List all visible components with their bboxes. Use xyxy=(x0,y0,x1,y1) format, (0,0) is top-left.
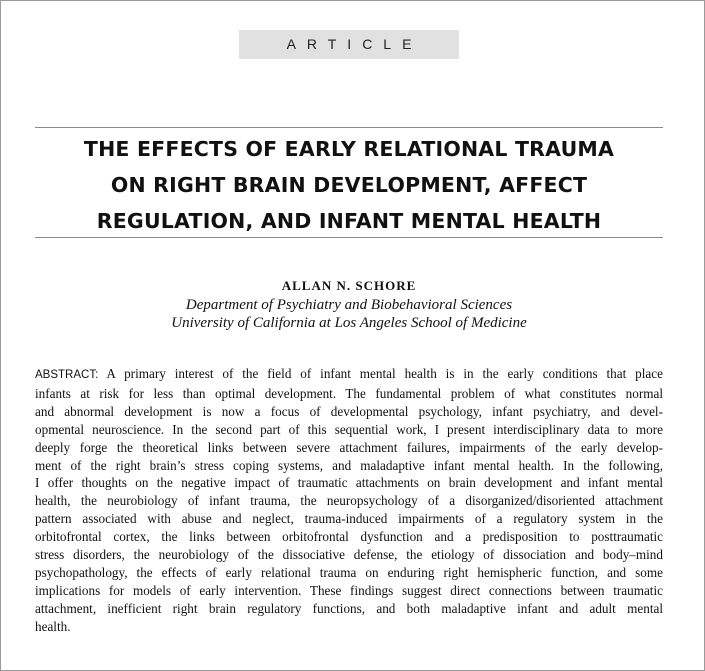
abstract-line: pattern associated with abuse and neglect, trauma-induced impairments of a regulatory system in the xyxy=(35,511,663,527)
abstract-line: stress disorders, the neurobiology of the dissociative defense, the etiology of dissociation and body–mind xyxy=(35,547,663,563)
affiliation-line-1: Department of Psychiatry and Biobehavioral Sciences xyxy=(185,297,513,313)
abstract-line: deeply forge the theoretical links between severe attachment failures, impairments of the early develop- xyxy=(35,439,663,455)
affiliation-line-2: University of California at Los Angeles School of Medicine xyxy=(171,315,527,331)
abstract-line-text: A primary interest of the field of infant mental health is in the early conditions that place xyxy=(98,366,663,381)
abstract-line: I offer thoughts on the negative impact of traumatic attachments on brain development and infant mental xyxy=(35,475,663,491)
abstract-line: infants at risk for less than optimal development. The fundamental problem of what constitutes normal xyxy=(35,385,663,401)
abstract-line xyxy=(35,365,663,385)
abstract-line: health, the neurobiology of infant trauma, the neuropsychology of a disorganized/disoriented attachment xyxy=(35,493,663,509)
author-affiliation xyxy=(35,296,663,332)
title-line-3: REGULATION, AND INFANT MENTAL HEALTH xyxy=(96,209,602,233)
abstract-line: psychopathology, the effects of early relational trauma on enduring right hemispheric function, and some xyxy=(35,564,663,580)
abstract-line: opmental neuroscience. In the second part of this sequential work, I present interdisciplinary data to more xyxy=(35,421,663,437)
author-name: ALLAN N. SCHORE xyxy=(281,278,417,293)
abstract-line: orbitofrontal cortex, the links between orbitofrontal dysfunction and a predisposition to posttraumatic xyxy=(35,529,663,545)
abstract-label: ABSTRACT: xyxy=(35,369,99,381)
abstract-line: health. xyxy=(35,618,71,634)
title-top-rule xyxy=(35,127,663,128)
abstract-line: ment of the right brain’s stress coping systems, and maladaptive infant mental health. In the following, xyxy=(35,457,663,473)
abstract-line: and abnormal development is now a focus of developmental psychology, infant psychiatry, and devel- xyxy=(35,403,663,419)
title-bottom-rule xyxy=(35,237,663,238)
title-line-2: ON RIGHT BRAIN DEVELOPMENT, AFFECT xyxy=(110,173,588,197)
abstract xyxy=(35,365,663,636)
abstract-line: implications for models of early intervention. These findings suggest direct connections between traumatic xyxy=(35,582,663,598)
title-line-1: THE EFFECTS OF EARLY RELATIONAL TRAUMA xyxy=(83,137,615,161)
article-section-label: ARTICLE xyxy=(239,30,459,59)
paper-title xyxy=(35,131,663,239)
abstract-line: attachment, inefficient right brain regulatory functions, and both maladaptive infant and adult mental xyxy=(35,600,663,616)
